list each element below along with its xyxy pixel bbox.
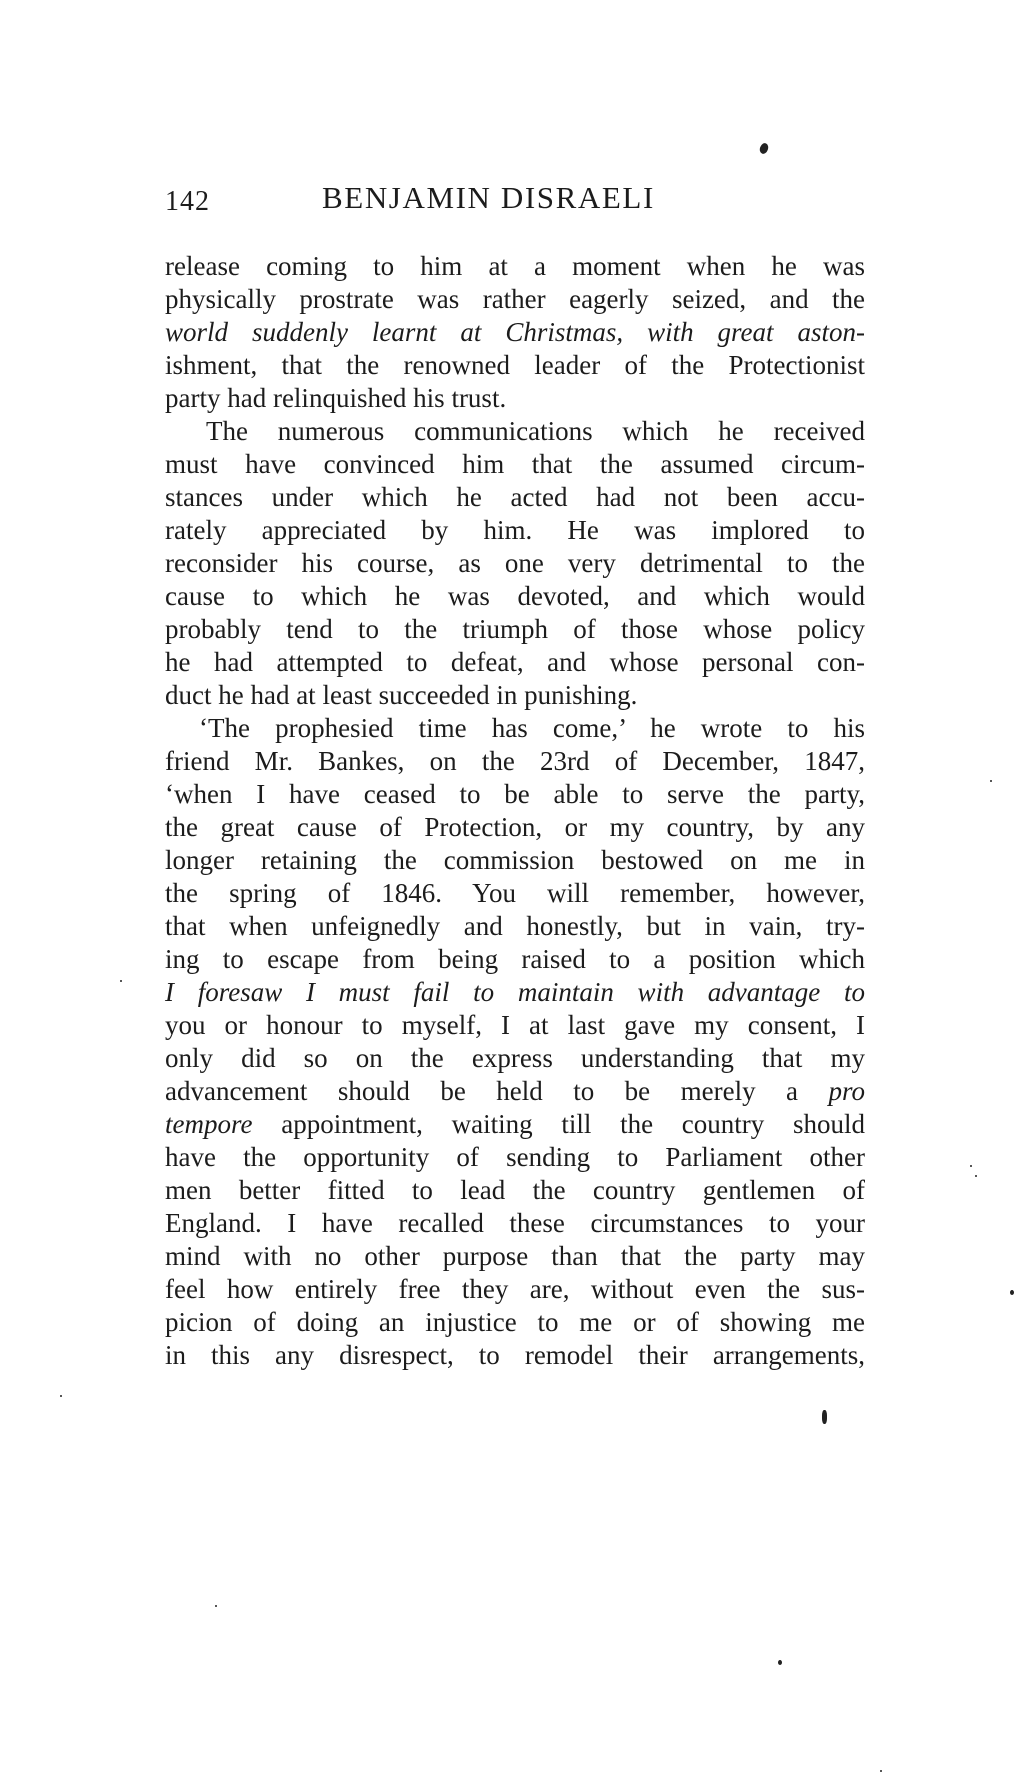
text-line: mind with no other purpose than that the party may	[165, 1241, 865, 1271]
text-line: stances under which he acted had not been accu-	[165, 482, 865, 512]
body-text	[165, 250, 865, 1372]
text-line: you or honour to myself, I at last gave my consent, I	[165, 1010, 865, 1040]
text-line: picion of doing an injustice to me or of showing me	[165, 1307, 865, 1337]
text-fragment: advancement should be held to be merely a	[165, 1076, 829, 1106]
text-line: that when unfeignedly and honestly, but in vain, try-	[165, 911, 865, 941]
text-line: ‘The prophesied time has come,’ he wrote to his	[199, 713, 865, 743]
text-line: longer retaining the commission bestowed on me in	[165, 845, 865, 875]
text-line: rately appreciated by him. He was implored to	[165, 515, 865, 545]
text-line: in this any disrespect, to remodel their arrangements,	[165, 1340, 865, 1370]
ink-speck	[970, 1165, 972, 1167]
text-line: only did so on the express understanding that my	[165, 1043, 865, 1073]
text-line: have the opportunity of sending to Parliament other	[165, 1142, 865, 1172]
italic-fragment: pro	[828, 1076, 865, 1106]
text-line: ‘when I have ceased to be able to serve the party,	[165, 779, 865, 809]
text-line: the spring of 1846. You will remember, however,	[165, 878, 865, 908]
text-line: he had attempted to defeat, and whose personal con-	[165, 647, 865, 677]
text-line: friend Mr. Bankes, on the 23rd of December, 1847,	[165, 746, 865, 776]
ink-speck	[758, 142, 769, 155]
text-line	[165, 1075, 865, 1108]
text-line: men better fitted to lead the country gentlemen of	[165, 1175, 865, 1205]
text-line: physically prostrate was rather eagerly seized, and the	[165, 284, 865, 314]
text-line: I foresaw I must fail to maintain with advantage to	[165, 977, 865, 1007]
page-number: 142	[165, 186, 210, 217]
text-line: duct he had at least succeeded in punishing.	[165, 680, 638, 710]
text-line: must have convinced him that the assumed circum-	[165, 449, 865, 479]
italic-fragment: tempore	[165, 1109, 253, 1139]
running-head	[165, 180, 865, 224]
ink-speck	[60, 1395, 62, 1397]
ink-speck	[990, 780, 992, 782]
text-line: release coming to him at a moment when he was	[165, 251, 865, 281]
text-line: probably tend to the triumph of those whose policy	[165, 614, 865, 644]
ink-speck	[120, 980, 122, 982]
text-line: world suddenly learnt at Christmas, with great aston-	[165, 317, 865, 347]
text-line: cause to which he was devoted, and which would	[165, 581, 865, 611]
text-line	[165, 1108, 865, 1141]
ink-speck	[778, 1660, 782, 1665]
text-line: feel how entirely free they are, without even the sus-	[165, 1274, 865, 1304]
text-fragment: appointment, waiting till the country should	[252, 1109, 865, 1139]
text-line: party had relinquished his trust.	[165, 383, 507, 413]
text-line: reconsider his course, as one very detrimental to the	[165, 548, 865, 578]
ink-speck	[975, 1175, 977, 1177]
ink-speck	[215, 1605, 217, 1607]
text-line: England. I have recalled these circumstances to your	[165, 1208, 865, 1238]
running-title: BENJAMIN DISRAELI	[322, 180, 655, 215]
text-line: the great cause of Protection, or my country, by any	[165, 812, 865, 842]
text-line: ishment, that the renowned leader of the Protectionist	[165, 350, 865, 380]
text-line: The numerous communications which he received	[206, 416, 865, 446]
ink-speck	[1010, 1290, 1014, 1295]
text-line: ing to escape from being raised to a position which	[165, 944, 865, 974]
ink-speck	[822, 1410, 827, 1424]
